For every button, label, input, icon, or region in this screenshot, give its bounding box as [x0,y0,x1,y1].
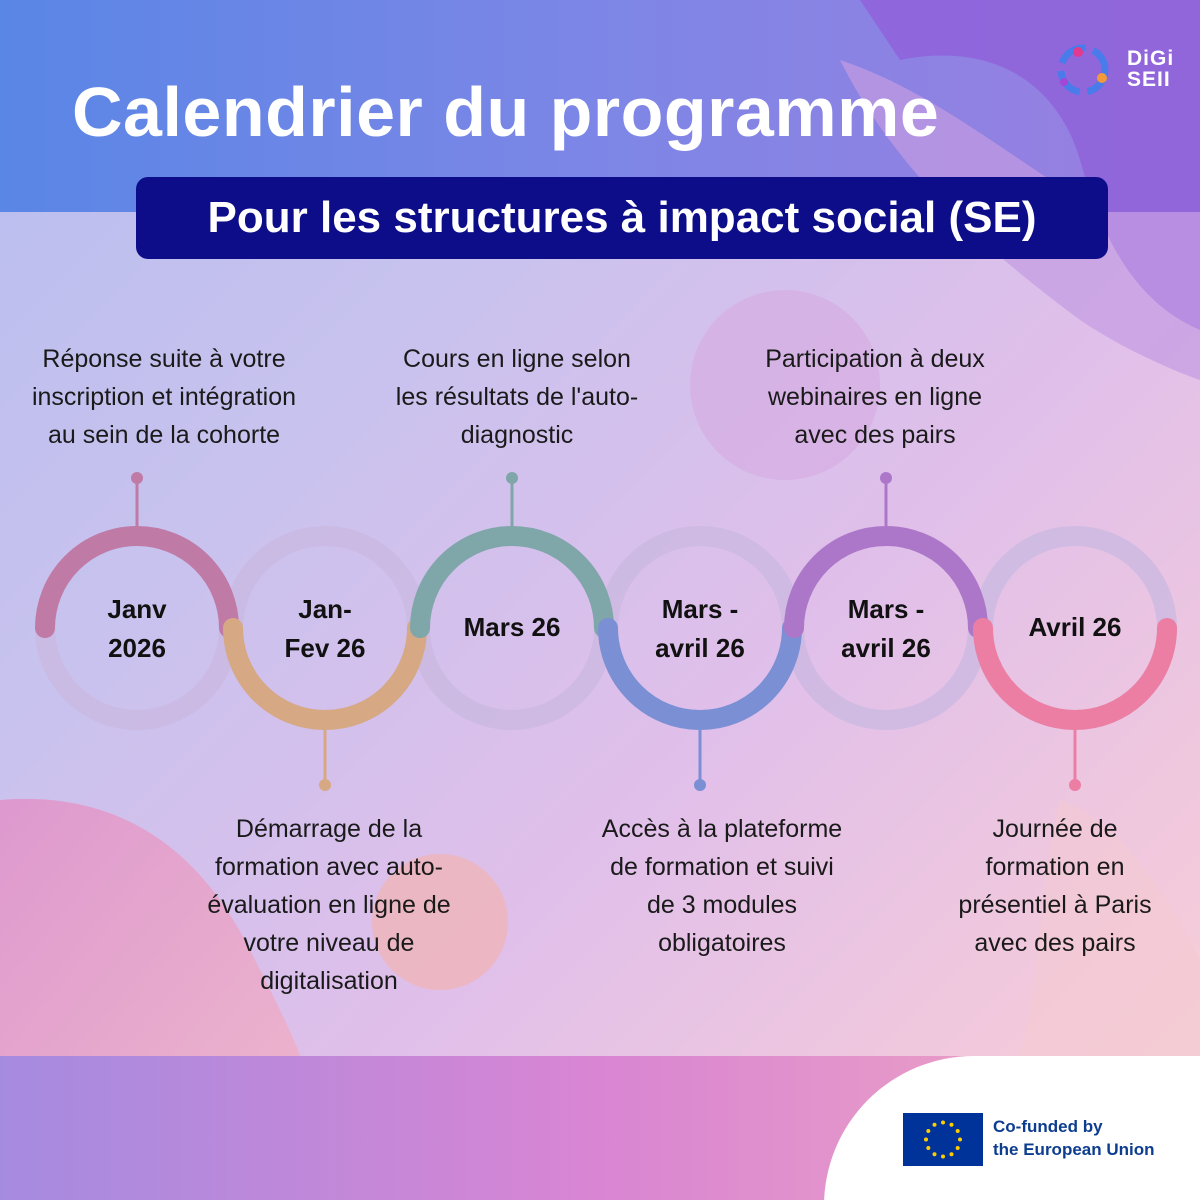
step-date-line: Mars - [847,594,925,624]
step-description-line: de formation et suivi [610,853,834,881]
eu-cofunded-text: Co-funded by the European Union [993,1117,1155,1159]
step-description-line: Journée de [992,815,1118,843]
eu-star [926,1146,930,1150]
eu-star [924,1138,928,1142]
connector-dot-2 [319,779,331,791]
step-description-line: Participation à deux [765,345,985,373]
step-date-line: 2026 [108,633,166,663]
step-description-line: présentiel à Paris [958,891,1152,919]
eu-star [941,1121,945,1125]
step-date-line: Janv [107,594,167,624]
step-description-line: au sein de la cohorte [47,421,281,449]
step-description-4 [562,810,882,962]
step-description-line: Cours en ligne selon [403,345,631,373]
step-date-line: Fev 26 [284,633,366,663]
eu-star [956,1146,960,1150]
step-date-line: Jan- [298,594,352,624]
step-description-line: de 3 modules [646,891,798,919]
step-date-2 [250,590,400,668]
step-description-line: formation avec auto- [215,853,443,881]
eu-star [941,1155,945,1159]
subtitle-text: Pour les structures à impact social (SE) [207,193,1037,242]
step-date-line: Mars - [661,594,739,624]
eu-star [926,1129,930,1133]
step-description-line: les résultats de l'auto- [395,383,639,411]
step-description-line: votre niveau de [243,929,415,957]
step-date-line: avril 26 [655,633,745,663]
step-description-line: Accès à la plateforme [601,815,843,843]
connector-dot-5 [880,472,892,484]
step-description-1 [4,340,324,454]
step-description-3 [357,340,677,454]
step-description-line: digitalisation [260,967,398,995]
step-date-5 [811,590,961,668]
connector-dot-6 [1069,779,1081,791]
step-date-3 [437,608,587,647]
step-description-line: Démarrage de la [235,815,423,843]
step-description-line: formation en [985,853,1125,881]
step-description-line: diagnostic [460,421,574,449]
step-date-4 [625,590,775,668]
eu-flag-icon [903,1113,983,1166]
step-date-6 [1000,608,1150,647]
connector-dot-4 [694,779,706,791]
eu-star [958,1138,962,1142]
step-description-line: avec des pairs [974,929,1136,957]
eu-star [950,1152,954,1156]
step-date-line: avril 26 [841,633,931,663]
step-description-6 [895,810,1200,962]
step-date-line: Mars 26 [463,612,561,642]
step-description-line: avec des pairs [794,421,956,449]
logo-text: DiGi SEII [1127,47,1175,91]
eu-star [950,1123,954,1127]
step-description-2 [169,810,489,1000]
eu-star [956,1129,960,1133]
step-description-5 [715,340,1035,454]
step-date-1 [62,590,212,668]
connector-dot-3 [506,472,518,484]
step-date-line: Avril 26 [1028,612,1122,642]
step-description-line: évaluation en ligne de [207,891,451,919]
page-title: Calendrier du programme [72,73,940,151]
eu-star [933,1123,937,1127]
connector-dot-1 [131,472,143,484]
step-description-line: webinaires en ligne [767,383,983,411]
step-description-line: obligatoires [658,929,786,957]
eu-star [933,1152,937,1156]
step-description-line: inscription et intégration [31,383,297,411]
step-description-line: Réponse suite à votre [42,345,286,373]
